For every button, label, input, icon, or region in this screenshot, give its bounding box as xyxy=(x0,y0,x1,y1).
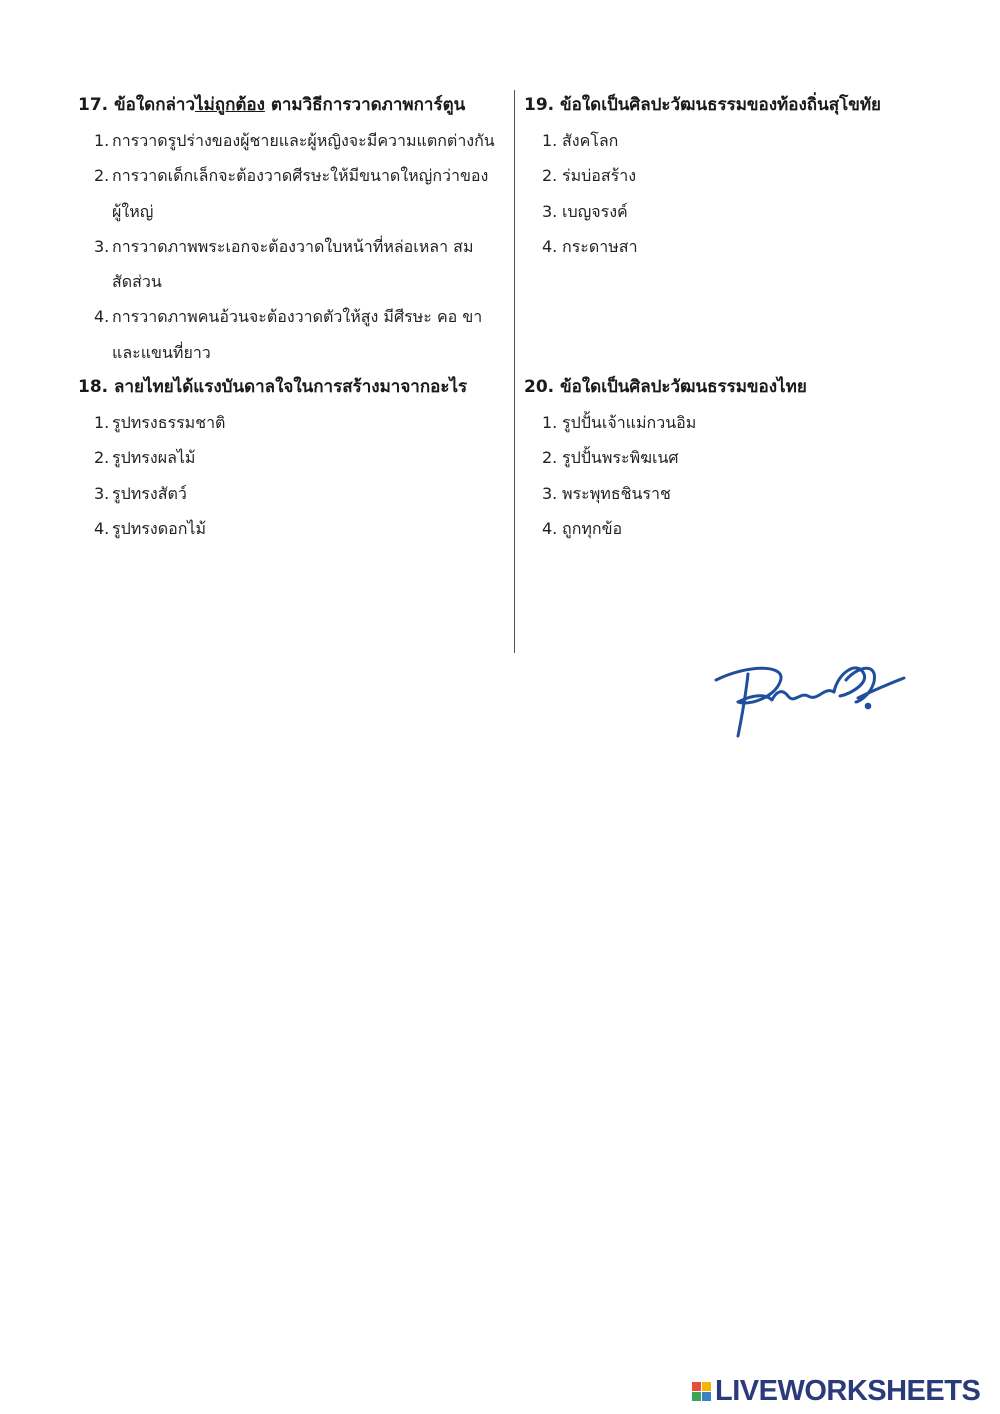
option-list xyxy=(78,405,508,546)
underlined-emphasis: ไม่ถูกต้อง xyxy=(195,95,265,115)
question-title: 20. ข้อใดเป็นศิลปะวัฒนธรรมของไทย xyxy=(524,377,807,398)
question-title: 18. ลายไทยได้แรงบันดาลใจในการสร้างมาจากอะไร xyxy=(78,377,468,398)
question-20 xyxy=(524,370,944,546)
option-number: 1. xyxy=(542,413,558,433)
option-item[interactable] xyxy=(524,194,944,229)
option-item[interactable] xyxy=(524,405,944,440)
option-text: เบญจรงค์ xyxy=(562,201,628,221)
option-item[interactable] xyxy=(524,229,944,264)
option-text: ร่มบ่อสร้าง xyxy=(562,166,637,186)
option-number: 3. xyxy=(542,201,558,221)
option-number: 2. xyxy=(94,448,110,468)
option-text: พระพุทธชินราช xyxy=(562,483,671,503)
option-item[interactable] xyxy=(78,476,508,511)
handwritten-signature-icon xyxy=(708,652,908,742)
option-number: 2. xyxy=(542,448,558,468)
option-number: 1. xyxy=(94,413,110,433)
option-number: 4. xyxy=(542,519,558,539)
option-item[interactable] xyxy=(524,123,944,158)
option-text: กระดาษสา xyxy=(562,236,638,256)
option-text: รูปปั้นเจ้าแม่กวนอิม xyxy=(562,413,697,433)
option-number: 1. xyxy=(94,131,110,150)
option-number: 3. xyxy=(94,483,110,503)
option-item[interactable] xyxy=(78,158,508,229)
option-list xyxy=(524,405,944,546)
question-title: 19. ข้อใดเป็นศิลปะวัฒนธรรมของท้องถิ่นสุโขทัย xyxy=(524,95,881,115)
column-divider xyxy=(514,90,515,653)
option-text: รูปทรงผลไม้ xyxy=(112,448,196,468)
option-text: สังคโลก xyxy=(562,131,619,150)
option-number: 1. xyxy=(542,131,558,150)
option-number: 3. xyxy=(94,236,110,256)
option-number: 4. xyxy=(94,307,110,327)
option-number: 4. xyxy=(94,518,110,538)
option-item[interactable] xyxy=(524,440,944,475)
question-title: 17. ข้อใดกล่าวไม่ถูกต้อง ตามวิธีการวาดภาพการ์ตูน xyxy=(78,95,466,115)
option-text: การวาดภาพคนอ้วนจะต้องวาดตัวให้สูง มีศีรษะ คอ ขาและแขนที่ยาว xyxy=(112,307,483,362)
option-item[interactable] xyxy=(524,476,944,511)
option-item[interactable] xyxy=(524,158,944,193)
option-item[interactable] xyxy=(78,440,508,475)
option-list xyxy=(78,123,508,370)
column-spacer xyxy=(524,264,944,370)
option-number: 3. xyxy=(542,483,558,503)
option-item[interactable] xyxy=(524,511,944,546)
question-18 xyxy=(78,370,508,546)
question-17 xyxy=(78,88,508,370)
option-text: ถูกทุกข้อ xyxy=(562,519,623,539)
option-list xyxy=(524,123,944,264)
right-column xyxy=(524,88,944,546)
left-column xyxy=(78,88,508,546)
option-text: รูปทรงดอกไม้ xyxy=(112,518,206,538)
option-item[interactable] xyxy=(78,405,508,440)
option-text: รูปปั้นพระพิฆเนศ xyxy=(562,448,679,468)
option-text: การวาดเด็กเล็กจะต้องวาดศีรษะให้มีขนาดใหญ่กว่าของผู้ใหญ่ xyxy=(112,166,489,221)
question-19 xyxy=(524,88,944,264)
liveworksheets-logo-icon xyxy=(692,1382,711,1401)
option-item[interactable] xyxy=(78,123,508,158)
option-item[interactable] xyxy=(78,229,508,300)
option-text: รูปทรงสัตว์ xyxy=(112,483,187,503)
option-item[interactable] xyxy=(78,299,508,370)
option-number: 2. xyxy=(94,166,110,186)
option-item[interactable] xyxy=(78,511,508,546)
option-number: 4. xyxy=(542,236,558,256)
option-text: การวาดภาพพระเอกจะต้องวาดใบหน้าที่หล่อเหลา สมสัดส่วน xyxy=(112,236,474,292)
brand-name: LIVEWORKSHEETS xyxy=(715,1374,981,1407)
option-text: รูปทรงธรรมชาติ xyxy=(112,413,226,433)
liveworksheets-logo xyxy=(692,1374,980,1408)
option-text: การวาดรูปร่างของผู้ชายและผู้หญิงจะมีความแตกต่างกัน xyxy=(112,131,495,150)
option-number: 2. xyxy=(542,166,558,186)
